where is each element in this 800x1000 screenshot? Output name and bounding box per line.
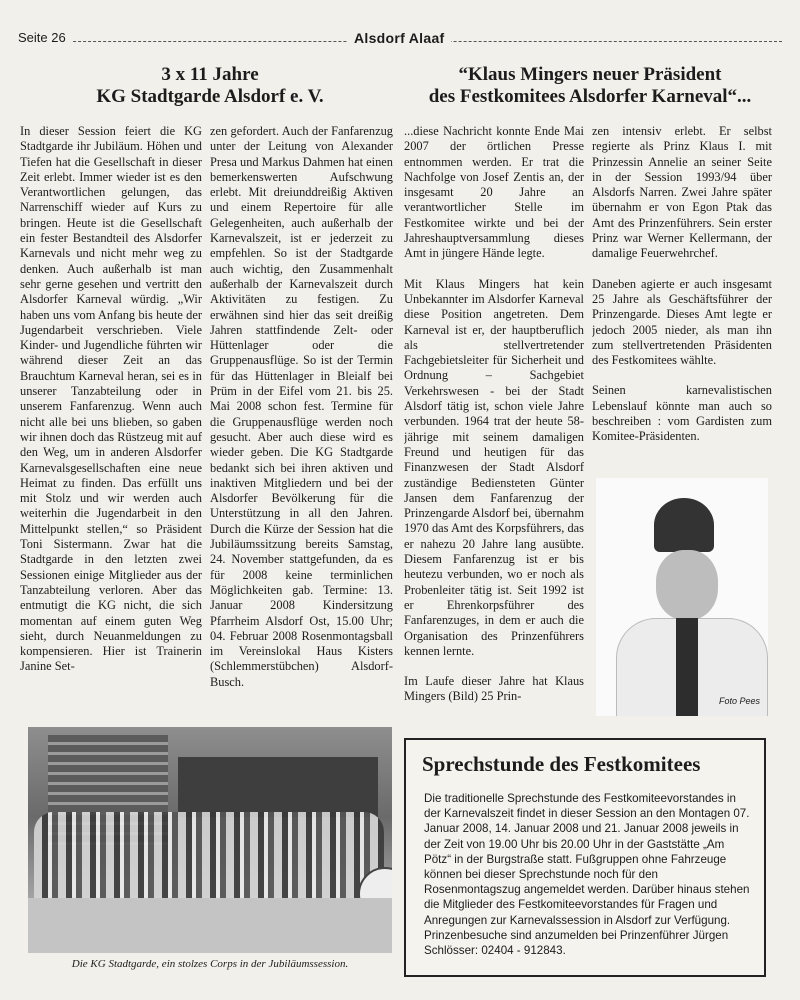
article-right-headline-line2: des Festkomitees Alsdorfer Karneval“... <box>428 86 752 107</box>
article-right-headline <box>404 64 776 108</box>
article-right-col4-para-2: Daneben agierte er auch insgesamt 25 Jahre als Geschäftsführer der Prinzengarde. Dieses Amt legte er jedoch 2005 nieder, als man ihn zum stellvertretenden Präsidenten des Festkomitees wählte. <box>592 276 772 368</box>
article-left-column-2 <box>210 124 393 720</box>
article-right-headline-line1: “Klaus Mingers neuer Präsident <box>458 64 722 85</box>
article-left-col1-text: In dieser Session feiert die KG Stadtgarde ihr Jubiläum. Höhen und Tiefen hat die Gesellschaft in dieser Zeit erlebt. Immer wieder ist es den Verantwortlichen gelungen, das Narrenschiff wieder auf Kurs zu bringen. Heute ist die Gesellschaft ein fester Bestandteil des Alsdorfer Karnevals und nicht mehr weg zu denken. Auch außerhalb ist man sehr gerne gesehen und vertritt den Alsdorfer Karneval würdig. „Wir haben uns vom Anfang bis heute der Jugendarbeit verschrieben. Viele Kinder- und Jugendliche führten wir während dieser Zeit an das Brauchtum Karneval heran, sei es in unserer Tanzabteilung oder in unserem Fanfarenzug. Wenn auch nicht alle bei uns blieben, so gaben wir ihnen doch das Rüstzeug mit auf den Weg, um in anderen Alsdorfer Karnevalsgesellschaften eine neue Heimat zu finden. Das erfüllt uns mit Stolz und wir werden auch weiterhin die Jugendarbeit in den Mittelpunkt stellen,“ so Präsident Toni Sistermann. Zwar hat die Stadtgarde in den letzten zwei Sessionen einige Mitglieder aus der Tanzabteilung verloren. Aber das entmutigt die KG nicht, die sich momentan auf einem guten Weg sieht, durch Neuanmeldungen zu kompensieren. Hier ist Trainerin Janine Set- <box>20 124 202 674</box>
page-number: Seite 26 <box>18 30 72 45</box>
portrait-face <box>656 550 718 620</box>
article-left-headline-line2: KG Stadtgarde Alsdorf e. V. <box>96 86 324 107</box>
article-right-col3-para-3: Im Laufe dieser Jahre hat Klaus Mingers (Bild) 25 Prin- <box>404 674 584 704</box>
photo-ground <box>28 898 392 953</box>
article-right-col3-para-2: Mit Klaus Mingers hat kein Unbekannter im Alsdorfer Karneval diese Position angetreten. Dem Karneval ist er, der hauptberuflich als stellvertretender Fachgebietsleiter für Sicherheit und Ordnung – Sachgebiet Verkehrswesen - bei der Stadt Alsdorf tätig ist, schon viele Jahre verbunden. 1964 trat der heute 58-jährige mit seinem damaligen Freund und heutigen für das Finanzwesen der Stadt Alsdorf zuständige Bediensteten Günter Jansen dem Fanfarenzug der Prinzengarde Alsdorf bei, übernahm 1970 das Amt des Korpsführers, das er nahezu 20 Jahre lang ausübte. Diesem Fanfarenzug ist er bis heutezu verbunden, wo er noch als Probenleiter tätig ist. Seit 1992 ist er Ehrenkorpsführer des Fanfarenzuges, in dem er auch die Organisation des Prinzenführers kennen lernte. <box>404 276 584 658</box>
article-right-col4-para-3: Seinen karnevalistischen Lebenslauf könnte man auch so beschreiben : vom Gardisten zum Komitee-Präsidenten. <box>592 383 772 444</box>
article-left-headline <box>28 64 392 108</box>
article-right-column-2 <box>592 124 772 464</box>
stadtgarde-group-photo <box>28 727 392 953</box>
publication-title: Alsdorf Alaaf <box>348 30 451 46</box>
article-left-headline-line1: 3 x 11 Jahre <box>161 64 259 85</box>
photo-building-right <box>178 757 378 817</box>
portrait-tie <box>676 618 698 716</box>
article-right-col3-para-1: ...diese Nachricht konnte Ende Mai 2007 der örtlichen Presse entnommen werden. Er trat die Nachfolge von Josef Zentis an, der insgesamt 20 Jahre an verantwortlicher Stelle im Festkomitee wirkte und bei der Jahreshauptversammlung dieses Amt in jüngere Hände legte. <box>404 124 584 261</box>
article-left-col2-text: zen gefordert. Auch der Fanfarenzug unter der Leitung von Alexander Presa und Markus Dahmen hat einen bemerkenswerten Aufschwung erlebt. Mit dreiunddreißig Aktiven und einem Repertoire für alle Gelegenheiten, auch außerhalb der Karnevalszeit, ist er jederzeit zu empfehlen. So ist der Stadtgarde auch wichtig, den Zusammenhalt außerhalb der Karnevalszeit durch Aktivitäten zu festigen. Zu erwähnen sind hier das seit dreißig Jahren stattfindende Zelt- oder Hüttenlager oder die Gruppenausflüge. So ist der Termin für das Hüttenlager in Bleialf bei Prüm in der Eifel vom 21. bis 25. Mai 2008 schon fest. Termine für die Gruppenausflüge werden noch gesucht. Aber auch diese wird es wieder geben. Die KG Stadtgarde bedankt sich bei ihren aktiven und inaktiven Mitgliedern und bei der Alsdorfer Bevölkerung für die Unterstützung in all den Jahren. Durch die Kürze der Session hat die Jubiläumssitzung bereits Samstag, 24. November stattgefunden, da es für 2008 keine terminlichen Möglichkeiten gab. Termine: 13. Januar 2008 Kindersitzung Pfarrheim Alsdorf Ost, 15.00 Uhr; 04. Februar 2008 Rosenmontagsball im Vereinslokal Haus Kisters (Schlemmerstübchen) Alsdorf-Busch. <box>210 124 393 689</box>
photo-group-members <box>34 812 384 902</box>
portrait-cap <box>654 498 714 552</box>
sprechstunde-title: Sprechstunde des Festkomitees <box>422 752 701 776</box>
sprechstunde-box <box>404 738 766 977</box>
sprechstunde-text: Die traditionelle Sprechstunde des Festkomiteevorstandes in der Karnevalszeit findet in dieser Session an den Montagen 07. Januar 2008, 14. Januar 2008 und 21. Januar 2008 jeweils in der Zeit von 19.00 Uhr bis 20.00 Uhr in der Gaststätte „Am Pötz“ in der Burgstraße statt. Fußgruppen ohne Fahrzeuge können bei dieser Sprechstunde noch für den Rosenmontagszug angemeldet werden. Darüber hinaus stehen die Mitglieder des Festkomiteevorstandes für Fragen und Anregungen zur Karnevalssession in Alsdorf zur Verfügung. Prinzenbesuche sind anzumelden bei Prinzenführer Jürgen Schlösser: 02404 - 912843. <box>424 792 750 958</box>
klaus-mingers-portrait <box>596 478 768 716</box>
page-header <box>18 30 782 48</box>
article-right-column-1 <box>404 124 584 724</box>
photo-credit: Foto Pees <box>718 696 760 706</box>
article-left-column-1 <box>20 124 202 720</box>
article-right-col4-para-1: zen intensiv erlebt. Er selbst regierte als Prinz Klaus I. mit Prinzessin Annelie an seiner Seite in der Session 1993/94 über Alsdorfs Narren. Zwei Jahre später übernahm er von Egon Ptak das Amt des Prinzenführers. Sein erster Prinz war Werner Kellermann, der damalige Feuerwehrchef. <box>592 124 772 261</box>
photo-caption: Die KG Stadtgarde, ein stolzes Corps in der Jubiläumssession. <box>71 958 349 970</box>
